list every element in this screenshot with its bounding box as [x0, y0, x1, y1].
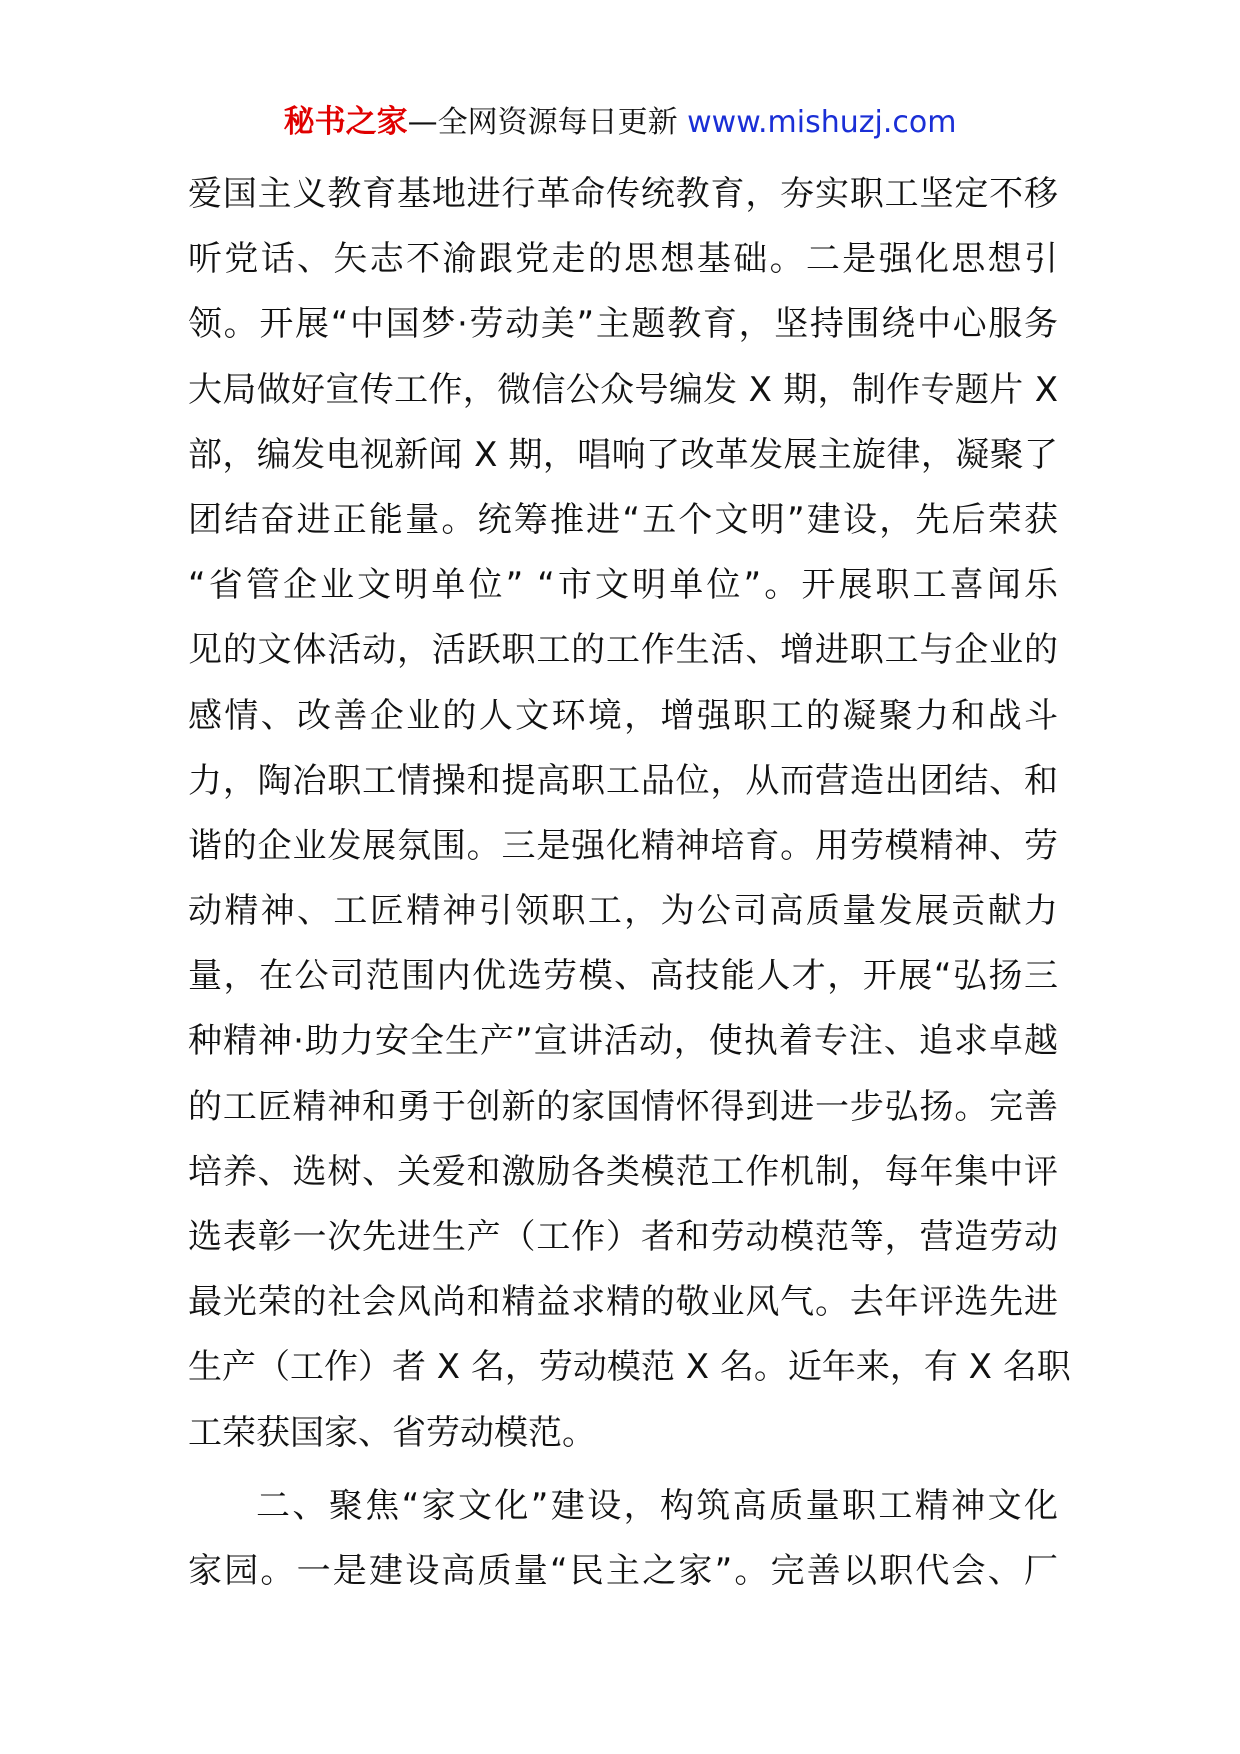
brand-name: 秘书之家: [283, 104, 408, 140]
text-line: 动精神、工匠精神引领职工，为公司高质量发展贡献力: [188, 891, 1058, 932]
paragraph-1: [188, 162, 1071, 1466]
text-line: 生产（工作）者 X 名，劳动模范 X 名。近年来，有 X 名职: [188, 1347, 1071, 1388]
paragraph-2: [188, 1474, 1058, 1604]
text-line: 力，陶冶职工情操和提高职工品位，从而营造出团结、和: [188, 760, 1058, 801]
text-line: 量，在公司范围内优选劳模、高技能人才，开展“弘扬三: [188, 956, 1058, 997]
text-line: 大局做好宣传工作，微信公众号编发 X 期，制作专题片 X: [188, 369, 1058, 410]
document-body: [188, 162, 1071, 1604]
text-line: 感情、改善企业的人文环境，增强职工的凝聚力和战斗: [188, 695, 1058, 736]
text-line: 工荣获国家、省劳动模范。: [188, 1412, 596, 1453]
paragraph-gap: [188, 1466, 1058, 1474]
text-line: 家园。一是建设高质量“民主之家”。完善以职代会、厂: [188, 1550, 1058, 1591]
text-line: 领。开展“中国梦·劳动美”主题教育，坚持围绕中心服务: [188, 304, 1058, 345]
header-slogan: —全网资源每日更新: [407, 105, 678, 140]
text-line: 爱国主义教育基地进行革命传统教育，夯实职工坚定不移: [188, 174, 1058, 214]
page-header: [0, 100, 1240, 145]
text-line: 培养、选树、关爱和激励各类模范工作机制，每年集中评: [188, 1151, 1058, 1192]
text-line: 种精神·助力安全生产”宣讲活动，使执着专注、追求卓越: [188, 1021, 1058, 1062]
text-line: 的工匠精神和勇于创新的家国情怀得到进一步弘扬。完善: [188, 1086, 1058, 1127]
text-line: 谐的企业发展氛围。三是强化精神培育。用劳模精神、劳: [188, 825, 1058, 866]
text-line: 最光荣的社会风尚和精益求精的敬业风气。去年评选先进: [188, 1282, 1058, 1323]
text-line: 团结奋进正能量。统筹推进“五个文明”建设，先后荣获: [188, 499, 1058, 540]
section-heading-line: 二、聚焦“家文化”建设，构筑高质量职工精神文化: [256, 1485, 1058, 1526]
site-url-link[interactable]: www.mishuzj.com: [687, 105, 957, 140]
text-line: 部，编发电视新闻 X 期，唱响了改革发展主旋律，凝聚了: [188, 434, 1058, 475]
text-line: 见的文体活动，活跃职工的工作生活、增进职工与企业的: [188, 630, 1058, 671]
text-line: 选表彰一次先进生产（工作）者和劳动模范等，营造劳动: [188, 1217, 1058, 1257]
text-line: “省管企业文明单位” “市文明单位”。开展职工喜闻乐: [188, 565, 1058, 606]
text-line: 听党话、矢志不渝跟党走的思想基础。二是强化思想引: [188, 239, 1058, 280]
